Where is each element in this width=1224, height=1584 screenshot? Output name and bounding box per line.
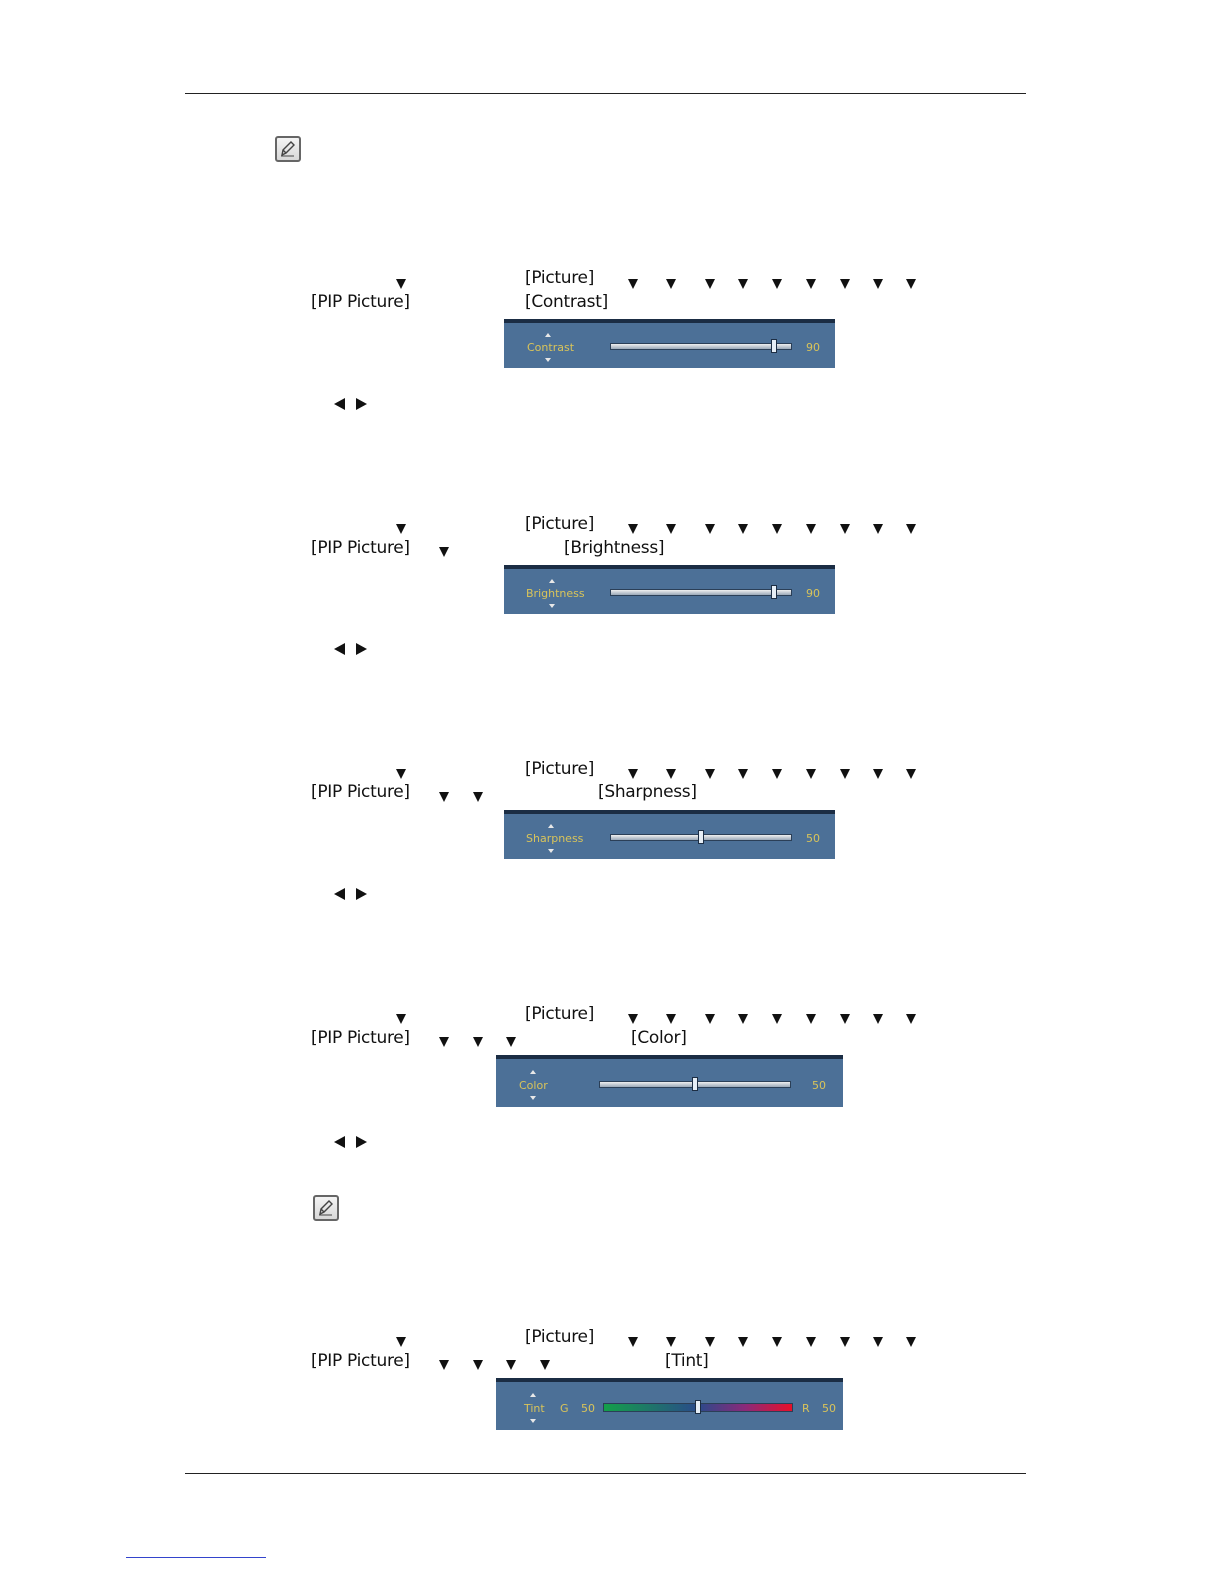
down-arrow-icon <box>549 604 555 608</box>
down-arrow-icon <box>666 278 676 290</box>
tint-green-prefix: G <box>560 1402 569 1415</box>
down-arrow-icon <box>705 523 715 535</box>
pip-picture-label: [PIP Picture] <box>311 782 410 802</box>
left-right-arrow-icon <box>334 888 368 900</box>
osd-value: 90 <box>806 587 820 600</box>
down-arrow-icon <box>396 523 406 535</box>
down-arrow-icon <box>873 1336 883 1348</box>
tint-red-prefix: R <box>802 1402 810 1415</box>
menu-path: [Picture] <box>525 759 595 779</box>
down-arrow-icon <box>772 523 782 535</box>
down-arrow-icon <box>439 791 449 803</box>
down-arrow-icon <box>548 849 554 853</box>
osd-label: Brightness <box>526 587 585 600</box>
down-arrow-icon <box>906 278 916 290</box>
footer-link-underline <box>126 1557 266 1558</box>
down-arrow-icon <box>439 1036 449 1048</box>
menu-item-label: [Contrast] <box>525 292 608 312</box>
down-arrow-icon <box>806 768 816 780</box>
menu-path: [Picture] <box>525 514 595 534</box>
down-arrow-icon <box>806 1013 816 1025</box>
down-arrow-icon <box>473 1036 483 1048</box>
osd-slider-panel <box>504 319 835 368</box>
menu-item-label: [Tint] <box>665 1351 709 1371</box>
down-arrow-icon <box>396 1013 406 1025</box>
menu-item-label: [Sharpness] <box>598 782 697 802</box>
menu-item-label: [Color] <box>631 1028 687 1048</box>
osd-label: Color <box>519 1079 548 1092</box>
down-arrow-icon <box>873 768 883 780</box>
down-arrow-icon <box>772 768 782 780</box>
down-arrow-icon <box>530 1419 536 1423</box>
osd-slider-panel <box>504 810 835 859</box>
down-arrow-icon <box>840 1013 850 1025</box>
osd-slider-panel <box>504 565 835 614</box>
down-arrow-icon <box>738 1336 748 1348</box>
osd-label: Tint <box>524 1402 545 1415</box>
down-arrow-icon <box>873 1013 883 1025</box>
pip-picture-label: [PIP Picture] <box>311 1351 410 1371</box>
osd-label: Contrast <box>527 341 575 354</box>
down-arrow-icon <box>666 768 676 780</box>
pip-picture-label: [PIP Picture] <box>311 292 410 312</box>
slider-thumb[interactable] <box>771 339 777 353</box>
left-right-arrow-icon <box>334 1136 368 1148</box>
slider-thumb[interactable] <box>695 1400 701 1414</box>
down-arrow-icon <box>906 1013 916 1025</box>
footer-rule <box>185 1473 1026 1474</box>
down-arrow-icon <box>738 768 748 780</box>
down-arrow-icon <box>705 1013 715 1025</box>
left-right-arrow-icon <box>334 643 368 655</box>
down-arrow-icon <box>806 1336 816 1348</box>
down-arrow-icon <box>772 1013 782 1025</box>
down-arrow-icon <box>840 1336 850 1348</box>
down-arrow-icon <box>806 523 816 535</box>
osd-value: 90 <box>806 341 820 354</box>
tint-red-value: 50 <box>822 1402 836 1415</box>
down-arrow-icon <box>396 768 406 780</box>
down-arrow-icon <box>772 1336 782 1348</box>
down-arrow-icon <box>840 523 850 535</box>
tint-green-value: 50 <box>581 1402 595 1415</box>
osd-slider-panel <box>496 1055 843 1107</box>
slider-track[interactable] <box>610 343 792 350</box>
left-right-arrow-icon <box>334 398 368 410</box>
down-arrow-icon <box>530 1096 536 1100</box>
down-arrow-icon <box>738 523 748 535</box>
down-arrow-icon <box>628 1336 638 1348</box>
menu-path: [Picture] <box>525 1327 595 1347</box>
down-arrow-icon <box>705 278 715 290</box>
up-arrow-icon <box>549 579 555 583</box>
down-arrow-icon <box>906 1336 916 1348</box>
up-arrow-icon <box>548 824 554 828</box>
slider-thumb[interactable] <box>698 830 704 844</box>
slider-track[interactable] <box>610 589 792 596</box>
down-arrow-icon <box>628 523 638 535</box>
down-arrow-icon <box>628 1013 638 1025</box>
down-arrow-icon <box>473 791 483 803</box>
down-arrow-icon <box>738 278 748 290</box>
pip-picture-label: [PIP Picture] <box>311 1028 410 1048</box>
up-arrow-icon <box>530 1393 536 1397</box>
down-arrow-icon <box>906 768 916 780</box>
down-arrow-icon <box>738 1013 748 1025</box>
pip-picture-label: [PIP Picture] <box>311 538 410 558</box>
down-arrow-icon <box>705 768 715 780</box>
note-pencil-icon <box>275 136 301 162</box>
osd-slider-panel <box>496 1378 843 1430</box>
menu-path: [Picture] <box>525 1004 595 1024</box>
down-arrow-icon <box>840 278 850 290</box>
menu-item-label: [Brightness] <box>564 538 665 558</box>
down-arrow-icon <box>840 768 850 780</box>
down-arrow-icon <box>666 523 676 535</box>
up-arrow-icon <box>530 1070 536 1074</box>
slider-thumb[interactable] <box>692 1077 698 1091</box>
up-arrow-icon <box>545 333 551 337</box>
down-arrow-icon <box>772 278 782 290</box>
down-arrow-icon <box>506 1036 516 1048</box>
header-rule <box>185 93 1026 94</box>
down-arrow-icon <box>806 278 816 290</box>
menu-path: [Picture] <box>525 268 595 288</box>
down-arrow-icon <box>545 358 551 362</box>
down-arrow-icon <box>540 1359 550 1371</box>
note-pencil-icon <box>313 1195 339 1221</box>
down-arrow-icon <box>396 1336 406 1348</box>
down-arrow-icon <box>628 278 638 290</box>
down-arrow-icon <box>666 1336 676 1348</box>
down-arrow-icon <box>473 1359 483 1371</box>
down-arrow-icon <box>666 1013 676 1025</box>
osd-value: 50 <box>806 832 820 845</box>
down-arrow-icon <box>873 523 883 535</box>
down-arrow-icon <box>439 1359 449 1371</box>
osd-value: 50 <box>812 1079 826 1092</box>
down-arrow-icon <box>906 523 916 535</box>
down-arrow-icon <box>506 1359 516 1371</box>
down-arrow-icon <box>705 1336 715 1348</box>
down-arrow-icon <box>439 546 449 558</box>
down-arrow-icon <box>873 278 883 290</box>
slider-thumb[interactable] <box>771 585 777 599</box>
down-arrow-icon <box>628 768 638 780</box>
down-arrow-icon <box>396 278 406 290</box>
osd-label: Sharpness <box>526 832 584 845</box>
